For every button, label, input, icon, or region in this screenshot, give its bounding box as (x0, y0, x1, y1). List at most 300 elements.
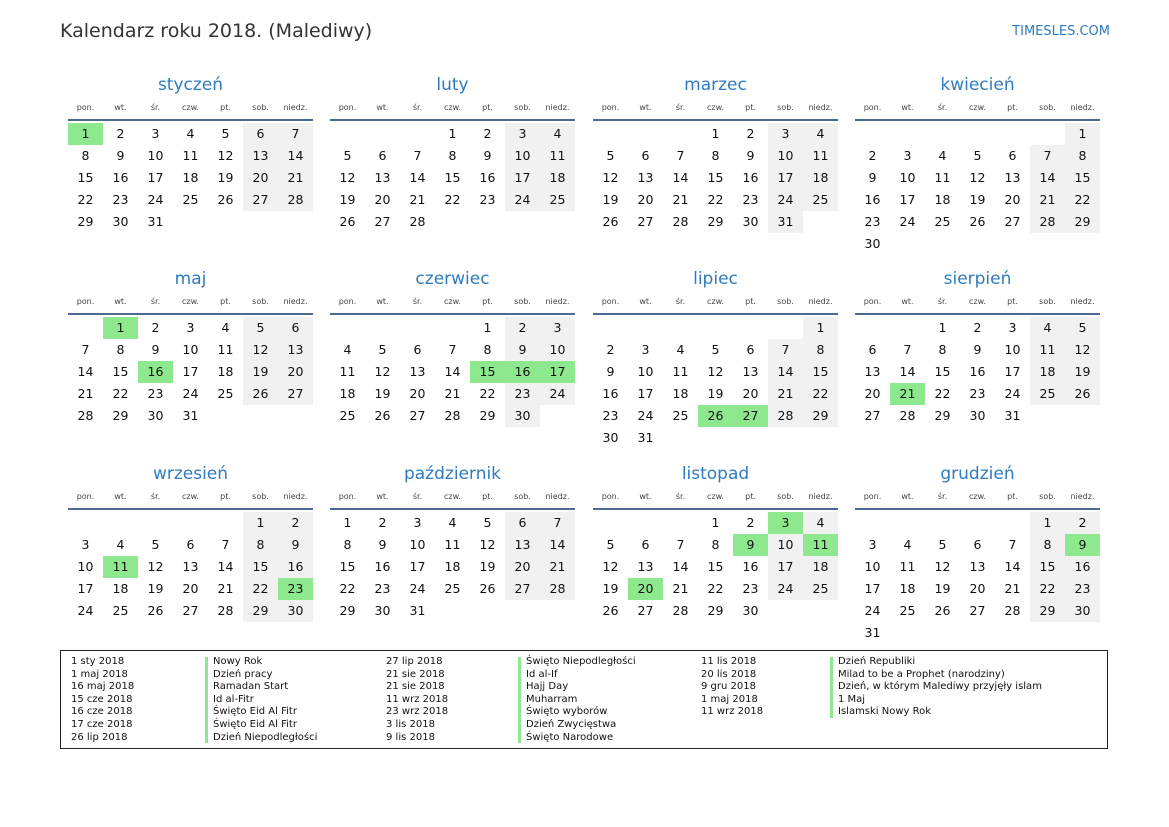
day[interactable]: 31 (409, 603, 426, 618)
day[interactable]: 30 (602, 430, 619, 445)
day[interactable]: 23 (864, 214, 881, 229)
day[interactable]: 12 (934, 559, 951, 574)
day[interactable]: 24 (1004, 386, 1021, 401)
day[interactable]: 4 (1030, 317, 1065, 339)
day[interactable]: 9 (151, 342, 160, 357)
day[interactable]: 3 (505, 123, 540, 145)
day[interactable]: 29 (339, 603, 356, 618)
day[interactable]: 4 (448, 515, 457, 530)
day[interactable]: 7 (903, 342, 912, 357)
day[interactable]: 1 (343, 515, 352, 530)
day[interactable]: 6 (641, 537, 650, 552)
day[interactable]: 7 (1030, 145, 1065, 167)
day[interactable]: 15 (934, 364, 951, 379)
day[interactable]: 26 (374, 408, 391, 423)
holiday-day[interactable]: 1 (68, 123, 103, 145)
day[interactable]: 28 (768, 405, 803, 427)
holiday-day[interactable]: 21 (890, 383, 925, 405)
day[interactable]: 9 (868, 170, 877, 185)
day[interactable]: 17 (637, 386, 654, 401)
day[interactable]: 12 (374, 364, 391, 379)
day[interactable]: 19 (969, 192, 986, 207)
day[interactable]: 21 (1030, 189, 1065, 211)
day[interactable]: 3 (903, 148, 912, 163)
day[interactable]: 18 (540, 167, 575, 189)
day[interactable]: 15 (77, 170, 94, 185)
day[interactable]: 13 (278, 339, 313, 361)
day[interactable]: 13 (505, 534, 540, 556)
day[interactable]: 3 (413, 515, 422, 530)
day[interactable]: 16 (1065, 556, 1100, 578)
day[interactable]: 4 (116, 537, 125, 552)
day[interactable]: 29 (112, 408, 129, 423)
holiday-day[interactable]: 11 (803, 534, 838, 556)
day[interactable]: 24 (637, 408, 654, 423)
day[interactable]: 24 (768, 578, 803, 600)
day[interactable]: 21 (217, 581, 234, 596)
day[interactable]: 2 (151, 320, 160, 335)
day[interactable]: 2 (483, 126, 492, 141)
day[interactable]: 28 (672, 603, 689, 618)
day[interactable]: 30 (147, 408, 164, 423)
day[interactable]: 19 (707, 386, 724, 401)
day[interactable]: 8 (1030, 534, 1065, 556)
day[interactable]: 19 (243, 361, 278, 383)
day[interactable]: 19 (602, 192, 619, 207)
day[interactable]: 7 (1008, 537, 1017, 552)
day[interactable]: 6 (243, 123, 278, 145)
day[interactable]: 27 (374, 214, 391, 229)
day[interactable]: 25 (444, 581, 461, 596)
day[interactable]: 3 (1008, 320, 1017, 335)
day[interactable]: 2 (378, 515, 387, 530)
day[interactable]: 5 (711, 342, 720, 357)
day[interactable]: 18 (444, 559, 461, 574)
day[interactable]: 30 (1065, 600, 1100, 622)
day[interactable]: 19 (479, 559, 496, 574)
day[interactable]: 29 (243, 600, 278, 622)
day[interactable]: 11 (182, 148, 199, 163)
day[interactable]: 18 (899, 581, 916, 596)
day[interactable]: 15 (707, 170, 724, 185)
day[interactable]: 31 (768, 211, 803, 233)
day[interactable]: 17 (147, 170, 164, 185)
day[interactable]: 17 (768, 167, 803, 189)
day[interactable]: 7 (448, 342, 457, 357)
day[interactable]: 18 (182, 170, 199, 185)
day[interactable]: 16 (112, 170, 129, 185)
day[interactable]: 20 (505, 556, 540, 578)
day[interactable]: 24 (899, 214, 916, 229)
day[interactable]: 29 (1065, 211, 1100, 233)
day[interactable]: 27 (278, 383, 313, 405)
day[interactable]: 22 (479, 386, 496, 401)
day[interactable]: 13 (409, 364, 426, 379)
day[interactable]: 16 (374, 559, 391, 574)
day[interactable]: 28 (444, 408, 461, 423)
day[interactable]: 27 (637, 214, 654, 229)
day[interactable]: 23 (1065, 578, 1100, 600)
day[interactable]: 17 (505, 167, 540, 189)
day[interactable]: 20 (637, 192, 654, 207)
day[interactable]: 10 (540, 339, 575, 361)
day[interactable]: 25 (182, 192, 199, 207)
day[interactable]: 28 (278, 189, 313, 211)
day[interactable]: 9 (746, 148, 755, 163)
day[interactable]: 16 (278, 556, 313, 578)
day[interactable]: 13 (374, 170, 391, 185)
day[interactable]: 31 (147, 214, 164, 229)
day[interactable]: 22 (707, 581, 724, 596)
day[interactable]: 23 (602, 408, 619, 423)
day[interactable]: 12 (969, 170, 986, 185)
day[interactable]: 20 (742, 386, 759, 401)
day[interactable]: 16 (742, 559, 759, 574)
day[interactable]: 21 (672, 192, 689, 207)
day[interactable]: 17 (77, 581, 94, 596)
day[interactable]: 6 (413, 342, 422, 357)
day[interactable]: 11 (540, 145, 575, 167)
day[interactable]: 15 (803, 361, 838, 383)
day[interactable]: 5 (938, 537, 947, 552)
day[interactable]: 23 (147, 386, 164, 401)
day[interactable]: 19 (1065, 361, 1100, 383)
day[interactable]: 13 (637, 170, 654, 185)
day[interactable]: 4 (343, 342, 352, 357)
day[interactable]: 21 (278, 167, 313, 189)
day[interactable]: 22 (77, 192, 94, 207)
day[interactable]: 11 (444, 537, 461, 552)
day[interactable]: 25 (339, 408, 356, 423)
day[interactable]: 3 (540, 317, 575, 339)
day[interactable]: 24 (147, 192, 164, 207)
day[interactable]: 16 (969, 364, 986, 379)
day[interactable]: 8 (711, 537, 720, 552)
day[interactable]: 1 (803, 317, 838, 339)
day[interactable]: 16 (479, 170, 496, 185)
day[interactable]: 21 (1004, 581, 1021, 596)
day[interactable]: 26 (243, 383, 278, 405)
day[interactable]: 19 (217, 170, 234, 185)
day[interactable]: 20 (1004, 192, 1021, 207)
day[interactable]: 17 (1004, 364, 1021, 379)
day[interactable]: 2 (746, 515, 755, 530)
day[interactable]: 26 (934, 603, 951, 618)
day[interactable]: 22 (339, 581, 356, 596)
day[interactable]: 15 (243, 556, 278, 578)
day[interactable]: 24 (540, 383, 575, 405)
day[interactable]: 8 (81, 148, 90, 163)
day[interactable]: 6 (868, 342, 877, 357)
day[interactable]: 28 (1030, 211, 1065, 233)
day[interactable]: 2 (973, 320, 982, 335)
day[interactable]: 2 (606, 342, 615, 357)
day[interactable]: 29 (479, 408, 496, 423)
day[interactable]: 5 (483, 515, 492, 530)
day[interactable]: 11 (934, 170, 951, 185)
day[interactable]: 5 (343, 148, 352, 163)
day[interactable]: 10 (768, 534, 803, 556)
day[interactable]: 10 (637, 364, 654, 379)
day[interactable]: 26 (602, 603, 619, 618)
day[interactable]: 27 (1004, 214, 1021, 229)
day[interactable]: 22 (1065, 189, 1100, 211)
day[interactable]: 17 (899, 192, 916, 207)
day[interactable]: 26 (339, 214, 356, 229)
day[interactable]: 4 (903, 537, 912, 552)
day[interactable]: 26 (479, 581, 496, 596)
day[interactable]: 6 (186, 537, 195, 552)
day[interactable]: 20 (409, 386, 426, 401)
day[interactable]: 28 (672, 214, 689, 229)
day[interactable]: 2 (746, 126, 755, 141)
day[interactable]: 9 (973, 342, 982, 357)
day[interactable]: 24 (864, 603, 881, 618)
day[interactable]: 15 (1030, 556, 1065, 578)
day[interactable]: 28 (1004, 603, 1021, 618)
day[interactable]: 8 (711, 148, 720, 163)
holiday-day[interactable]: 9 (733, 534, 768, 556)
day[interactable]: 27 (505, 578, 540, 600)
day[interactable]: 12 (479, 537, 496, 552)
day[interactable]: 22 (1030, 578, 1065, 600)
day[interactable]: 25 (803, 189, 838, 211)
day[interactable]: 16 (864, 192, 881, 207)
day[interactable]: 31 (182, 408, 199, 423)
holiday-day[interactable]: 26 (698, 405, 733, 427)
day[interactable]: 10 (768, 145, 803, 167)
day[interactable]: 27 (969, 603, 986, 618)
holiday-day[interactable]: 20 (628, 578, 663, 600)
day[interactable]: 8 (343, 537, 352, 552)
day[interactable]: 1 (1030, 512, 1065, 534)
day[interactable]: 3 (81, 537, 90, 552)
day[interactable]: 30 (112, 214, 129, 229)
day[interactable]: 17 (768, 556, 803, 578)
day[interactable]: 18 (217, 364, 234, 379)
day[interactable]: 14 (409, 170, 426, 185)
day[interactable]: 4 (803, 512, 838, 534)
day[interactable]: 29 (803, 405, 838, 427)
day[interactable]: 9 (116, 148, 125, 163)
day[interactable]: 3 (151, 126, 160, 141)
day[interactable]: 23 (479, 192, 496, 207)
day[interactable]: 8 (483, 342, 492, 357)
day[interactable]: 21 (768, 383, 803, 405)
day[interactable]: 9 (505, 339, 540, 361)
day[interactable]: 7 (768, 339, 803, 361)
day[interactable]: 7 (676, 148, 685, 163)
day[interactable]: 22 (444, 192, 461, 207)
day[interactable]: 14 (672, 559, 689, 574)
day[interactable]: 7 (81, 342, 90, 357)
day[interactable]: 6 (973, 537, 982, 552)
day[interactable]: 12 (707, 364, 724, 379)
day[interactable]: 29 (707, 603, 724, 618)
day[interactable]: 5 (243, 317, 278, 339)
day[interactable]: 4 (186, 126, 195, 141)
day[interactable]: 30 (505, 405, 540, 427)
day[interactable]: 6 (1008, 148, 1017, 163)
day[interactable]: 8 (803, 339, 838, 361)
day[interactable]: 26 (969, 214, 986, 229)
day[interactable]: 11 (899, 559, 916, 574)
day[interactable]: 14 (768, 361, 803, 383)
day[interactable]: 1 (243, 512, 278, 534)
day[interactable]: 10 (409, 537, 426, 552)
day[interactable]: 6 (641, 148, 650, 163)
day[interactable]: 29 (934, 408, 951, 423)
day[interactable]: 18 (934, 192, 951, 207)
site-link[interactable]: TIMESLES.COM (1012, 24, 1110, 39)
day[interactable]: 21 (540, 556, 575, 578)
holiday-day[interactable]: 1 (103, 317, 138, 339)
day[interactable]: 22 (243, 578, 278, 600)
day[interactable]: 18 (803, 556, 838, 578)
day[interactable]: 10 (1004, 342, 1021, 357)
day[interactable]: 19 (147, 581, 164, 596)
day[interactable]: 13 (742, 364, 759, 379)
day[interactable]: 27 (637, 603, 654, 618)
day[interactable]: 27 (182, 603, 199, 618)
day[interactable]: 28 (899, 408, 916, 423)
day[interactable]: 8 (243, 534, 278, 556)
day[interactable]: 1 (938, 320, 947, 335)
day[interactable]: 12 (1065, 339, 1100, 361)
day[interactable]: 21 (672, 581, 689, 596)
day[interactable]: 18 (112, 581, 129, 596)
day[interactable]: 19 (602, 581, 619, 596)
day[interactable]: 28 (540, 578, 575, 600)
day[interactable]: 26 (217, 192, 234, 207)
day[interactable]: 31 (637, 430, 654, 445)
day[interactable]: 7 (221, 537, 230, 552)
day[interactable]: 14 (1004, 559, 1021, 574)
day[interactable]: 24 (505, 189, 540, 211)
day[interactable]: 9 (606, 364, 615, 379)
day[interactable]: 17 (409, 559, 426, 574)
day[interactable]: 14 (77, 364, 94, 379)
day[interactable]: 12 (243, 339, 278, 361)
day[interactable]: 23 (742, 192, 759, 207)
day[interactable]: 26 (602, 214, 619, 229)
day[interactable]: 26 (1065, 383, 1100, 405)
day[interactable]: 11 (672, 364, 689, 379)
holiday-day[interactable]: 15 (470, 361, 505, 383)
day[interactable]: 24 (77, 603, 94, 618)
day[interactable]: 2 (278, 512, 313, 534)
day[interactable]: 15 (1065, 167, 1100, 189)
day[interactable]: 30 (374, 603, 391, 618)
holiday-day[interactable]: 23 (278, 578, 313, 600)
day[interactable]: 23 (505, 383, 540, 405)
day[interactable]: 10 (899, 170, 916, 185)
day[interactable]: 27 (409, 408, 426, 423)
day[interactable]: 8 (938, 342, 947, 357)
day[interactable]: 25 (803, 578, 838, 600)
day[interactable]: 3 (641, 342, 650, 357)
day[interactable]: 7 (676, 537, 685, 552)
day[interactable]: 13 (182, 559, 199, 574)
day[interactable]: 6 (746, 342, 755, 357)
day[interactable]: 17 (182, 364, 199, 379)
day[interactable]: 25 (540, 189, 575, 211)
day[interactable]: 10 (182, 342, 199, 357)
day[interactable]: 16 (602, 386, 619, 401)
day[interactable]: 21 (444, 386, 461, 401)
day[interactable]: 25 (112, 603, 129, 618)
day[interactable]: 13 (969, 559, 986, 574)
day[interactable]: 5 (378, 342, 387, 357)
day[interactable]: 19 (374, 386, 391, 401)
day[interactable]: 4 (676, 342, 685, 357)
day[interactable]: 9 (278, 534, 313, 556)
day[interactable]: 29 (707, 214, 724, 229)
day[interactable]: 30 (742, 214, 759, 229)
day[interactable]: 21 (77, 386, 94, 401)
holiday-day[interactable]: 27 (733, 405, 768, 427)
day[interactable]: 23 (112, 192, 129, 207)
day[interactable]: 25 (1030, 383, 1065, 405)
day[interactable]: 12 (602, 170, 619, 185)
day[interactable]: 14 (672, 170, 689, 185)
day[interactable]: 20 (374, 192, 391, 207)
day[interactable]: 13 (637, 559, 654, 574)
day[interactable]: 8 (1065, 145, 1100, 167)
day[interactable]: 5 (151, 537, 160, 552)
day[interactable]: 30 (278, 600, 313, 622)
day[interactable]: 28 (77, 408, 94, 423)
day[interactable]: 7 (540, 512, 575, 534)
holiday-day[interactable]: 9 (1065, 534, 1100, 556)
day[interactable]: 4 (938, 148, 947, 163)
day[interactable]: 16 (742, 170, 759, 185)
day[interactable]: 5 (973, 148, 982, 163)
day[interactable]: 2 (868, 148, 877, 163)
day[interactable]: 11 (1030, 339, 1065, 361)
day[interactable]: 13 (243, 145, 278, 167)
day[interactable]: 11 (339, 364, 356, 379)
day[interactable]: 24 (768, 189, 803, 211)
day[interactable]: 14 (217, 559, 234, 574)
day[interactable]: 21 (409, 192, 426, 207)
day[interactable]: 15 (339, 559, 356, 574)
day[interactable]: 9 (378, 537, 387, 552)
day[interactable]: 25 (899, 603, 916, 618)
day[interactable]: 13 (1004, 170, 1021, 185)
day[interactable]: 4 (221, 320, 230, 335)
day[interactable]: 1 (1065, 123, 1100, 145)
day[interactable]: 30 (742, 603, 759, 618)
day[interactable]: 14 (1030, 167, 1065, 189)
day[interactable]: 10 (147, 148, 164, 163)
day[interactable]: 20 (969, 581, 986, 596)
day[interactable]: 1 (711, 126, 720, 141)
day[interactable]: 7 (278, 123, 313, 145)
day[interactable]: 18 (803, 167, 838, 189)
day[interactable]: 12 (217, 148, 234, 163)
holiday-day[interactable]: 16 (138, 361, 173, 383)
day[interactable]: 31 (1004, 408, 1021, 423)
day[interactable]: 2 (505, 317, 540, 339)
day[interactable]: 4 (803, 123, 838, 145)
day[interactable]: 22 (934, 386, 951, 401)
day[interactable]: 14 (899, 364, 916, 379)
day[interactable]: 20 (182, 581, 199, 596)
day[interactable]: 5 (606, 148, 615, 163)
day[interactable]: 1 (483, 320, 492, 335)
day[interactable]: 29 (77, 214, 94, 229)
